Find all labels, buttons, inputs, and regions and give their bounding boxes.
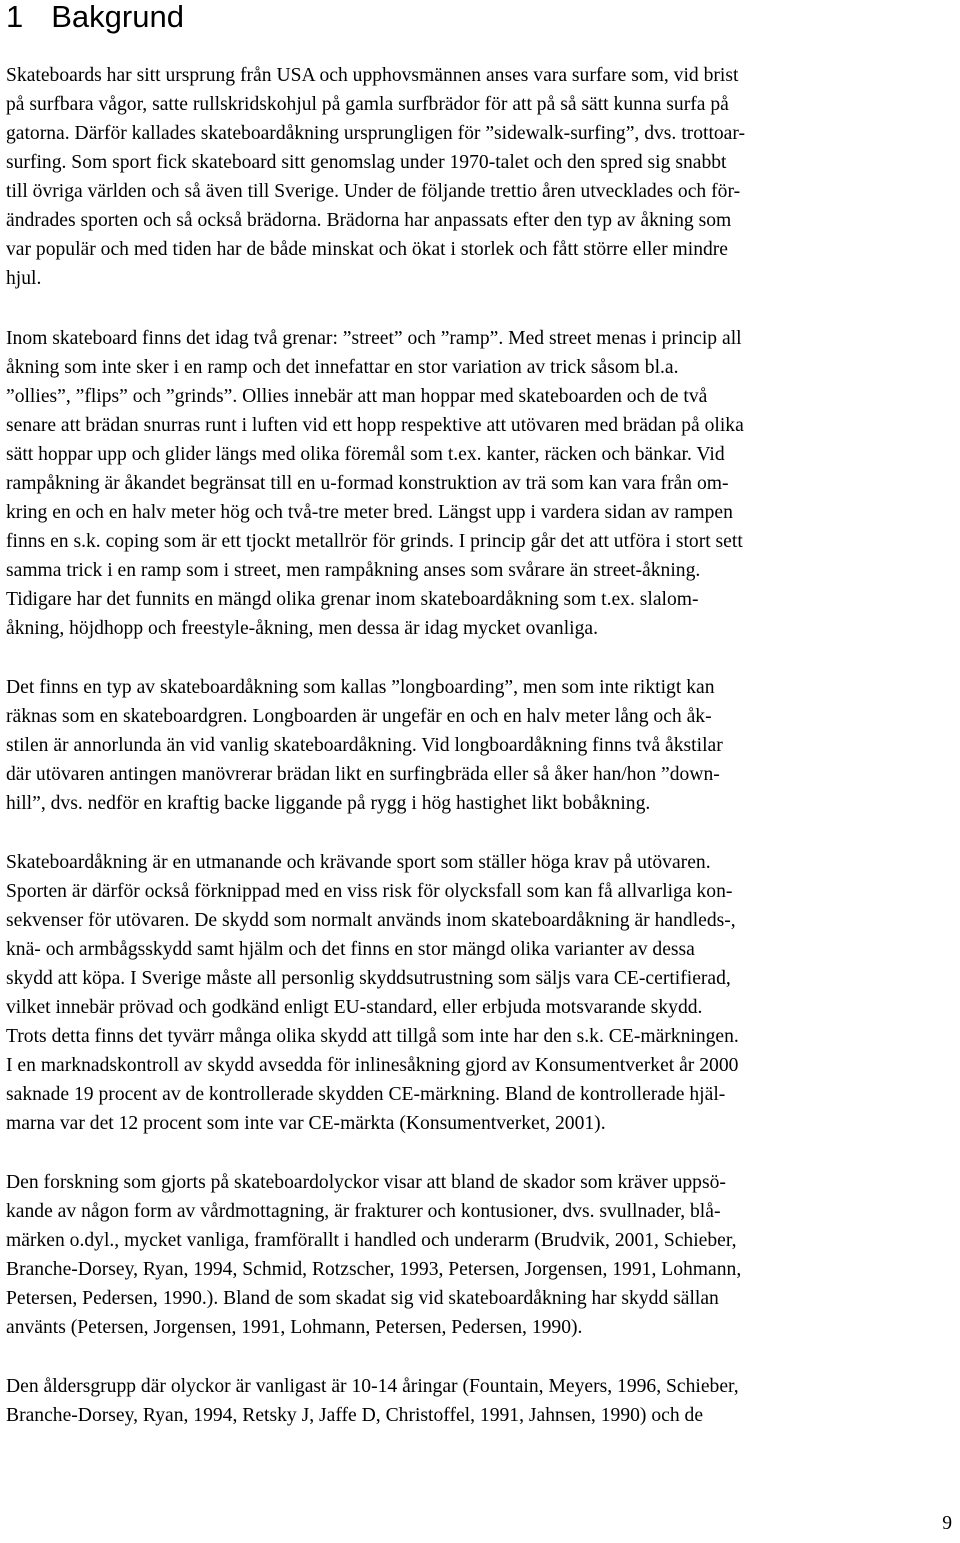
text-line: till övriga världen och så även till Sverige. Under de följande trettio åren utvecklades och för- [6, 181, 741, 202]
text-line: skydd att köpa. I Sverige måste all personlig skyddsutrustning som säljs vara CE-certifierad, [6, 968, 731, 989]
text-line: ”ollies”, ”flips” och ”grinds”. Ollies innebär att man hoppar med skateboarden och de två [6, 386, 708, 407]
text-line: använts (Petersen, Jorgensen, 1991, Lohmann, Petersen, Pedersen, 1990). [6, 1317, 583, 1338]
text-line: gatorna. Därför kallades skateboardåkning ursprungligen för ”sidewalk-surfing”, dvs. trottoar- [6, 123, 746, 144]
text-line: åkning som inte sker i en ramp och det innefattar en stor variation av trick såsom bl.a. [6, 357, 679, 378]
text-line: stilen är annorlunda än vid vanlig skateboardåkning. Vid longboardåkning finns två åkstilar [6, 735, 723, 756]
text-line: räknas som en skateboardgren. Longboarden är ungefär en och en halv meter lång och åk- [6, 706, 712, 727]
text-line: sekvenser för utövaren. De skydd som normalt används inom skateboardåkning är handleds-, [6, 910, 736, 931]
text-line: hjul. [6, 268, 42, 289]
text-line: kring en och en halv meter hög och två-tre meter bred. Längst upp i vardera sidan av rampen [6, 502, 733, 523]
text-line: Trots detta finns det tyvärr många olika skydd att tillgå som inte har den s.k. CE-märkningen. [6, 1026, 739, 1047]
text-line: åkning, höjdhopp och freestyle-åkning, men dessa är idag mycket ovanliga. [6, 618, 598, 639]
section-heading [6, 0, 184, 34]
text-line: Petersen, Pedersen, 1990.). Bland de som skadat sig vid skateboardåkning har skydd sällan [6, 1288, 719, 1309]
text-line: märken o.dyl., mycket vanliga, framförallt i handled och underarm (Brudvik, 2001, Schieber, [6, 1230, 737, 1251]
text-line: Det finns en typ av skateboardåkning som kallas ”longboarding”, men som inte riktigt kan [6, 677, 715, 698]
text-line: senare att brädan snurras runt i luften vid ett hopp respektive att utövaren med brädan på olika [6, 415, 744, 436]
text-line: knä- och armbågsskydd samt hjälm och det finns en stor mängd olika varianter av dessa [6, 939, 695, 960]
text-line: vilket innebär prövad och godkänd enligt EU-standard, eller erbjuda motsvarande skydd. [6, 997, 703, 1018]
text-line: Tidigare har det funnits en mängd olika grenar inom skateboardåkning som t.ex. slalom- [6, 589, 699, 610]
text-line: Skateboardåkning är en utmanande och krävande sport som ställer höga krav på utövaren. [6, 852, 711, 873]
text-line: där utövaren antingen manövrerar brädan likt en surfingbräda eller så åker han/hon ”down- [6, 764, 720, 785]
text-line: marna var det 12 procent som inte var CE-märkta (Konsumentverket, 2001). [6, 1113, 606, 1134]
text-line: Den åldersgrupp där olyckor är vanligast är 10-14 åringar (Fountain, Meyers, 1996, Schieber, [6, 1376, 739, 1397]
text-line: på surfbara vågor, satte rullskridskohjul på gamla surfbrädor för att på så sätt kunna surfa på [6, 94, 729, 115]
text-line: Branche-Dorsey, Ryan, 1994, Retsky J, Jaffe D, Christoffel, 1991, Jahnsen, 1990) och de [6, 1405, 704, 1426]
section-number: 1 [6, 0, 24, 34]
text-line: I en marknadskontroll av skydd avsedda för inlinesåkning gjord av Konsumentverket år 2000 [6, 1055, 739, 1076]
text-line: samma trick i en ramp som i street, men rampåkning anses som svårare än street-åkning. [6, 560, 701, 581]
text-line: var populär och med tiden har de både minskat och ökat i storlek och fått större eller mindre [6, 239, 729, 260]
text-line: Sporten är därför också förknippad med en viss risk för olycksfall som kan få allvarliga kon- [6, 881, 733, 902]
text-line: rampåkning är åkandet begränsat till en u-formad konstruktion av trä som kan vara från om- [6, 473, 729, 494]
section-title: Bakgrund [51, 0, 184, 34]
text-line: kande av någon form av vårdmottagning, är frakturer och kontusioner, dvs. svullnader, blå- [6, 1201, 721, 1222]
text-line: Skateboards har sitt ursprung från USA och upphovsmännen anses vara surfare som, vid brist [6, 65, 739, 86]
text-line: ändrades sporten och så också brädorna. Brädorna har anpassats efter den typ av åkning som [6, 210, 732, 231]
text-line: Branche-Dorsey, Ryan, 1994, Schmid, Rotzscher, 1993, Petersen, Jorgensen, 1991, Lohmann, [6, 1259, 742, 1280]
text-line: hill”, dvs. nedför en kraftig backe liggande på rygg i hög hastighet likt bobåkning. [6, 793, 651, 814]
text-line: Den forskning som gjorts på skateboardolyckor visar att bland de skador som kräver uppsö- [6, 1172, 726, 1193]
page-number: 9 [942, 1513, 952, 1534]
text-line: Inom skateboard finns det idag två grenar: ”street” och ”ramp”. Med street menas i princip all [6, 328, 742, 349]
text-line: surfing. Som sport fick skateboard sitt genomslag under 1970-talet och den spred sig snabbt [6, 152, 727, 173]
text-line: sätt hoppar upp och glider längs med olika föremål som t.ex. kanter, räcken och bänkar. Vid [6, 444, 725, 465]
text-line: saknade 19 procent av de kontrollerade skydden CE-märkning. Bland de kontrollerade hjäl- [6, 1084, 726, 1105]
text-line: finns en s.k. coping som är ett tjockt metallrör för grinds. I princip går det att utföra i stort sett [6, 531, 743, 552]
